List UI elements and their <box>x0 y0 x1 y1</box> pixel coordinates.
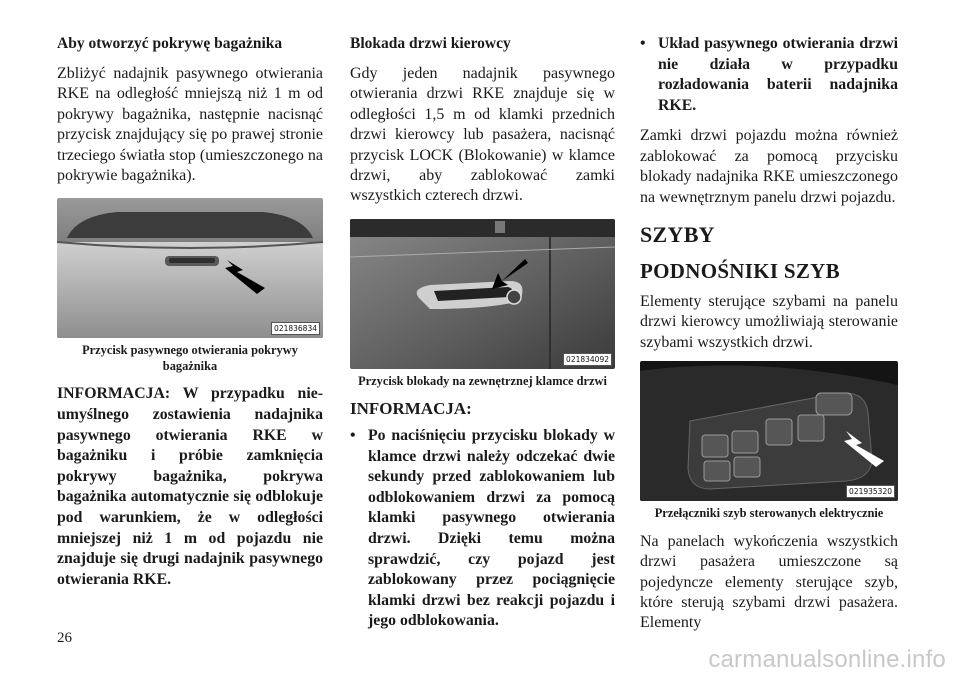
trunk-illustration <box>57 198 323 338</box>
door-handle-photo <box>350 219 615 369</box>
door-handle-photo-caption: Przycisk blokady na zewnętrznej klamce drzwi <box>358 373 607 388</box>
watermark: carmanualsonline.info <box>708 646 946 673</box>
driver-lock-heading: Blokada drzwi kierowcy <box>350 35 511 52</box>
trunk-note: INFORMACJA: W przypadku nie-umyślnego zostawienia nadajnika pasywnego otwierania RKE w bagażniku i próbie zamknięcia pokrywy bagażnika, pokrywa bagażnika automatycznie się odblokuje pod warunkiem, że w odległości mniejszej niż 1 m od pojazdu nie znajduje się drugi nadajnik pasywnego otwierania RKE. <box>57 385 323 588</box>
trunk-button-photo <box>57 198 323 338</box>
window-switch-photo-id: 021935320 <box>846 485 895 498</box>
trunk-photo-caption: Przycisk pasywnego otwierania pokrywy bagażnika <box>82 343 298 373</box>
driver-lock-note-text: Po naciśnięciu przycisku blokady w klamce drzwi należy odczekać dwie sekundy przed zablokowaniem lub odblokowaniem drzwi za pomocą klamki pasywnego otwierania drzwi. Dzięki temu można sprawdzić, czy pojazd jest zablokowany przez pociągnięcie klamki drzwi bez reakcji pojazdu i jego odblokowania. <box>368 426 615 630</box>
bullet-dot: • <box>350 426 356 444</box>
page-number: 26 <box>57 630 72 646</box>
trunk-open-body: Zbliżyć nadajnik pasywnego otwierania RKE na odległość mniejszą niż 1 m od pokrywy bagażnika, następnie nacisnąć przycisk znajdujący się po prawej stronie trzeciego światła stop (umieszczonego na pokrywie bagażnika). <box>57 65 323 185</box>
column-2 <box>350 34 615 632</box>
section-title: SZYBY <box>640 222 715 247</box>
driver-lock-body: Gdy jeden nadajnik pasywnego otwierania drzwi RKE znajduje się w odległości 1,5 m od klamki przednich drzwi kierowcy lub pasażera, nacisnąć przycisk LOCK (Blokowanie) w klamce drzwi, aby zablokować zamki wszystkich czterech drzwi. <box>350 65 615 205</box>
window-switch-photo-caption: Przełączniki szyb sterowanych elektrycznie <box>654 506 884 521</box>
subsection-title: PODNOŚNIKI SZYB <box>640 259 840 283</box>
door-handle-illustration <box>350 219 615 369</box>
rke-battery-text: Układ pasywnego otwierania drzwi nie działa w przypadku rozładowania baterii nadajnika RKE. <box>658 35 898 114</box>
trunk-open-heading: Aby otworzyć pokrywę bagażnika <box>57 35 283 52</box>
column-3 <box>640 34 898 634</box>
driver-lock-note-bullet <box>350 426 615 632</box>
trunk-photo-id: 021836834 <box>271 322 320 335</box>
passenger-controls-body: Na panelach wykończenia wszystkich drzwi pasażera umieszczone są pojedyncze elementy sterujące szyb, które sterują szybami drzwi pasażera. Elementy <box>640 532 898 632</box>
rke-battery-bullet <box>640 34 898 116</box>
door-handle-photo-id: 021834092 <box>563 353 612 366</box>
window-switch-photo <box>640 361 898 501</box>
window-controls-body: Elementy sterujące szybami na panelu drzwi kierowcy umożliwiają sterowanie szybami wszystkich drzwi. <box>640 293 898 351</box>
lock-button-body: Zamki drzwi pojazdu można również zablokować za pomocą przycisku blokady nadajnika RKE umieszczonego na wewnętrznym panelu drzwi pojazdu. <box>640 127 898 206</box>
column-1 <box>57 34 323 590</box>
driver-lock-note-heading: INFORMACJA: <box>350 399 472 419</box>
window-switch-illustration <box>640 361 898 501</box>
bullet-dot: • <box>640 35 646 52</box>
